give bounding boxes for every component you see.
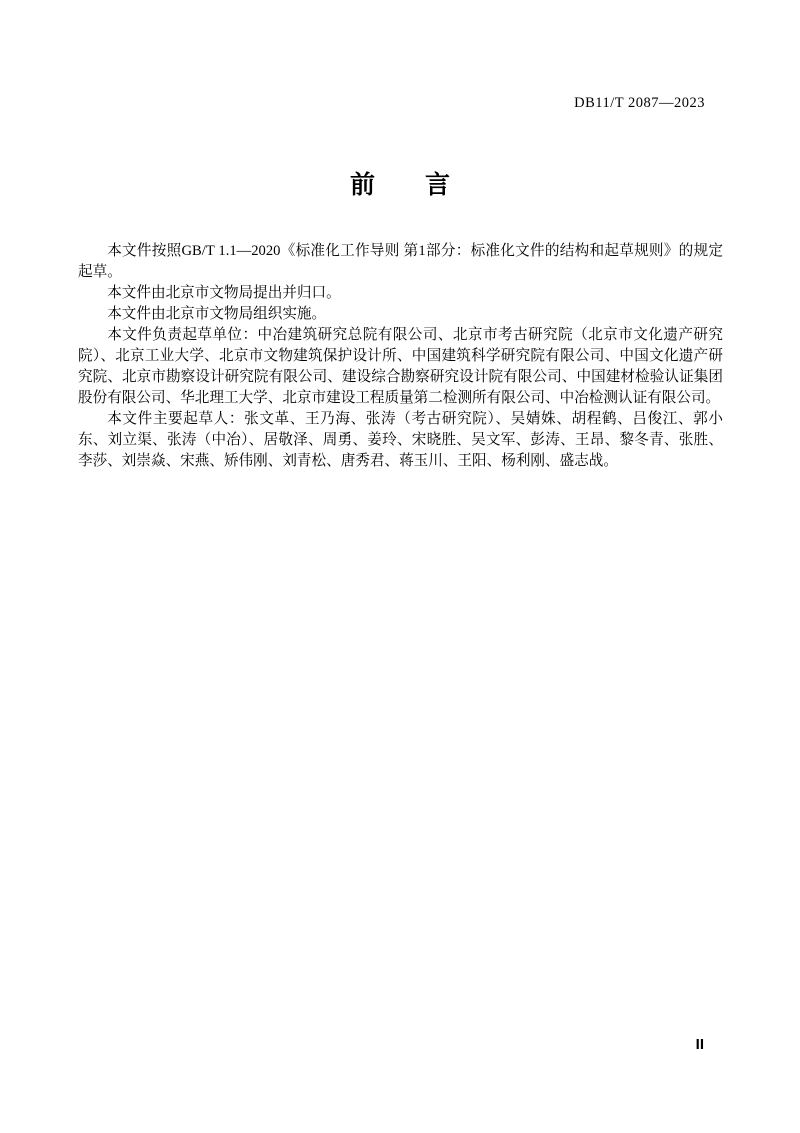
section-title: 前 言 [349,171,450,199]
paragraph-drafting-organizations: 本文件负责起草单位：中冶建筑研究总院有限公司、北京市考古研究院（北京市文化遗产研究院）、北京工业大学、北京市文物建筑保护设计所、中国建筑科学研究院有限公司、中国文化遗产研究院、北京市勘察设计研究院有限公司、建设综合勘察研究设计院有限公司、中国建材检验认证集团股份有限公司、华北理工大学、北京市建设工程质量第二检测所有限公司、中冶检测认证有限公司。 [78,327,723,406]
paragraph-implemented-by: 本文件由北京市文物局组织实施。 [107,306,327,322]
paragraph-drafting-rules: 本文件按照GB/T 1.1—2020《标准化工作导则 第1部分：标准化文件的结构和起草规则》的规定起草。 [78,243,723,280]
paragraph-proposed-by: 本文件由北京市文物局提出并归口。 [107,285,341,301]
document-code: DB11/T 2087—2023 [574,95,705,111]
paragraph-main-drafters: 本文件主要起草人：张文革、王乃海、张涛（考古研究院）、吴婧姝、胡程鹤、吕俊江、郭小东、刘立渠、张涛（中冶）、居敬泽、周勇、姜玲、宋晓胜、吴文军、彭涛、王昂、黎冬青、张胜、李莎、刘崇焱、宋燕、矫伟刚、刘青松、唐秀君、蒋玉川、王阳、杨利刚、盛志战。 [78,411,723,469]
foreword-body [78,241,723,472]
page-number: II [695,1036,704,1053]
